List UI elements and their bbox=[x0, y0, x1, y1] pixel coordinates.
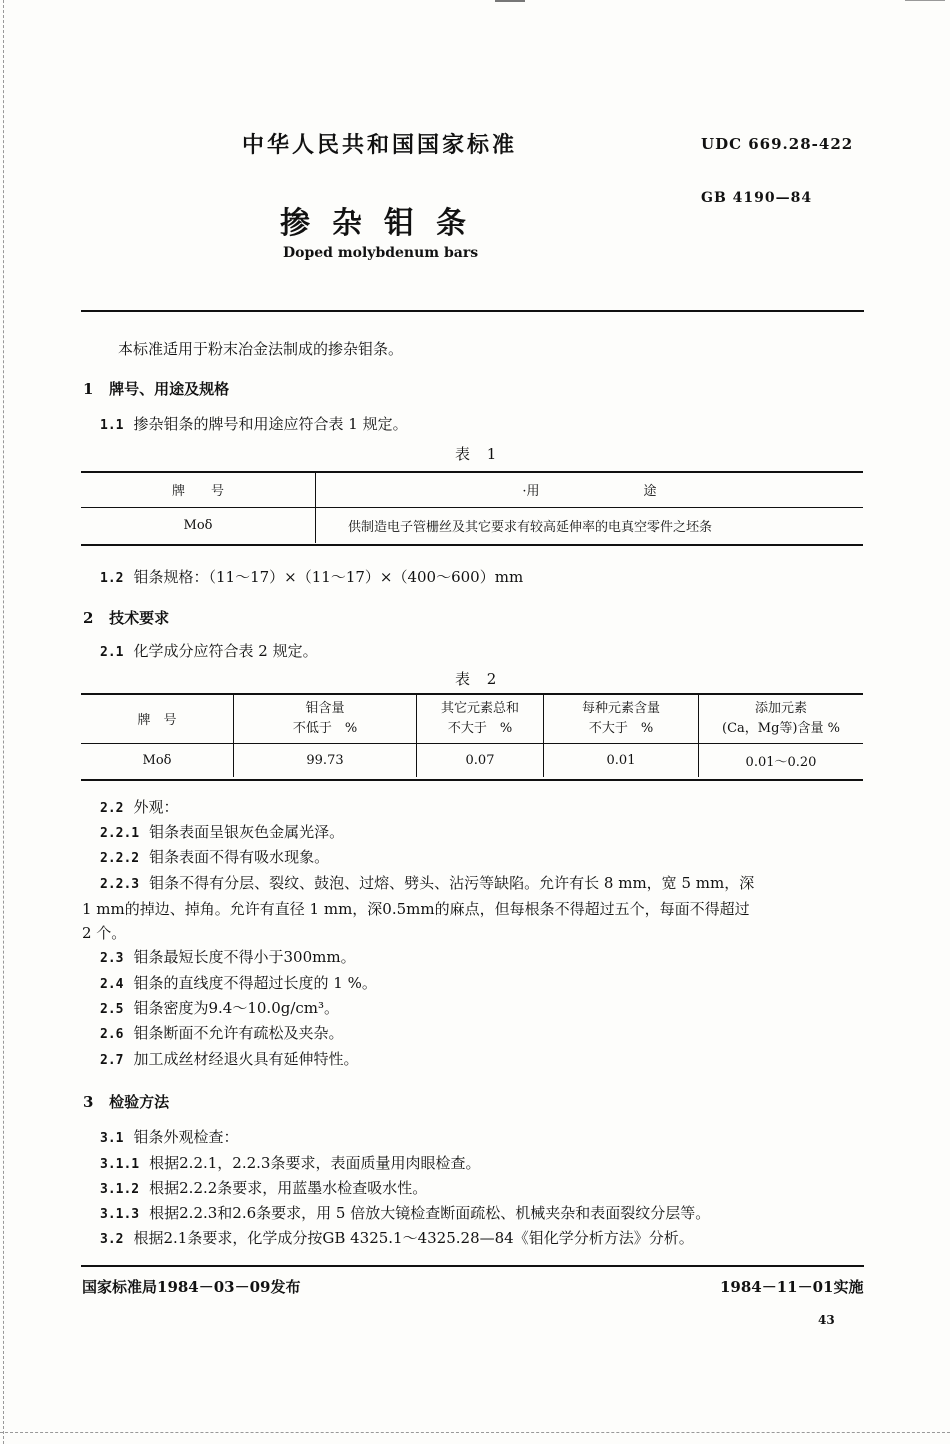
clause-number: 2.7 bbox=[100, 1053, 124, 1068]
clause-2-3 bbox=[100, 946, 356, 967]
scope-paragraph: 本标准适用于粉末冶金法制成的掺杂钼条。 bbox=[118, 340, 404, 358]
table-2-cell-mo: 99.73 bbox=[234, 743, 417, 777]
table-2-cell-grade: Moδ bbox=[81, 743, 234, 777]
section-title: 技术要求 bbox=[109, 609, 170, 627]
table-2-header-each bbox=[544, 695, 699, 743]
section-1-heading bbox=[83, 378, 229, 399]
clause-3-1-1 bbox=[100, 1152, 480, 1173]
table-2-header-other bbox=[417, 695, 544, 743]
clause-2-7 bbox=[100, 1048, 359, 1069]
clause-text: 钼条外观检查： bbox=[133, 1128, 239, 1146]
table-1-header-grade: 牌 号 bbox=[81, 473, 316, 507]
clause-number: 2.3 bbox=[100, 951, 124, 966]
clause-number: 3.1.2 bbox=[100, 1182, 140, 1197]
clause-text: 钼条表面不得有吸水现象。 bbox=[149, 848, 330, 866]
scan-edge-left bbox=[3, 0, 4, 1444]
table-2-cell-add: 0.01～0.20 bbox=[745, 754, 817, 770]
clause-text: 钼条规格：（11～17）×（11～17）×（400～600）mm bbox=[133, 568, 524, 586]
page-number: 43 bbox=[818, 1313, 835, 1327]
clause-2-2-3 bbox=[100, 872, 754, 893]
clause-2-2-1 bbox=[100, 821, 344, 842]
clause-text: 根据2.2.1，2.2.3条要求，表面质量用肉眼检查。 bbox=[149, 1154, 481, 1172]
footer-rule bbox=[81, 1265, 864, 1267]
table-2-caption: 表 2 bbox=[455, 670, 503, 688]
document-title-en: Doped molybdenum bars bbox=[283, 245, 479, 261]
gb-number: GB 4190—84 bbox=[701, 190, 813, 206]
clause-number: 2.4 bbox=[100, 977, 124, 992]
table-2-cell-other: 0.07 bbox=[417, 743, 544, 777]
table-1-bottom-rule bbox=[81, 544, 863, 546]
clause-number: 3.1.1 bbox=[100, 1157, 140, 1172]
clause-text: 根据2.2.3和2.6条要求，用 5 倍放大镜检查断面疏松、机械夹杂和表面裂纹分层等。 bbox=[149, 1204, 711, 1222]
clause-2-2-2 bbox=[100, 846, 329, 867]
header-line: 不大于 % bbox=[588, 720, 654, 736]
clause-text: 钼条表面呈银灰色金属光泽。 bbox=[149, 823, 345, 841]
table-2 bbox=[81, 695, 863, 777]
clause-number: 3.1 bbox=[100, 1131, 124, 1146]
header-line: (Ca，Mg等)含量 % bbox=[722, 720, 840, 736]
table-1 bbox=[81, 473, 863, 543]
clause-text: 根据2.2.2条要求，用蓝墨水检查吸水性。 bbox=[149, 1179, 428, 1197]
standard-org-title: 中华人民共和国国家标准 bbox=[242, 132, 518, 158]
header-line: 不大于 % bbox=[447, 720, 513, 736]
header-line: 添加元素 bbox=[754, 700, 807, 716]
issue-date: 国家标准局1984－03－09发布 bbox=[82, 1278, 301, 1296]
clause-2-4 bbox=[100, 972, 377, 993]
section-3-heading bbox=[83, 1091, 169, 1112]
clause-1-2 bbox=[100, 566, 523, 587]
table-1-cell-grade: Moδ bbox=[81, 507, 316, 543]
clause-number: 2.2.3 bbox=[100, 877, 140, 892]
clause-2-2-3-line-3: 2 个。 bbox=[82, 924, 127, 942]
clause-text: 钼条密度为9.4～10.0g/cm³。 bbox=[133, 999, 340, 1017]
clause-number: 2.2.2 bbox=[100, 851, 140, 866]
header-line: 钼含量 bbox=[305, 700, 345, 716]
clause-number: 2.6 bbox=[100, 1027, 124, 1042]
clause-text: 掺杂钼条的牌号和用途应符合表 1 规定。 bbox=[133, 415, 408, 433]
clause-2-6 bbox=[100, 1022, 344, 1043]
table-1-cell-use: 供制造电子管栅丝及其它要求有较高延伸率的电真空零件之坯条 bbox=[348, 519, 713, 535]
clause-text: 根据2.1条要求，化学成分按GB 4325.1～4325.28—84《钼化学分析方法》分析。 bbox=[133, 1229, 694, 1247]
clause-2-5 bbox=[100, 997, 339, 1018]
clause-text: 钼条断面不允许有疏松及夹杂。 bbox=[133, 1024, 344, 1042]
scan-mark-top-right bbox=[905, 0, 945, 1]
clause-2-1 bbox=[100, 640, 318, 661]
table-2-header-add bbox=[699, 695, 864, 743]
scan-mark-top bbox=[495, 0, 525, 2]
clause-3-2 bbox=[100, 1227, 694, 1248]
table-1-caption: 表 1 bbox=[455, 445, 503, 463]
clause-number: 1.2 bbox=[100, 571, 124, 586]
clause-number: 2.2.1 bbox=[100, 826, 140, 841]
clause-3-1-2 bbox=[100, 1177, 427, 1198]
clause-number: 2.5 bbox=[100, 1002, 124, 1017]
table-2-cell-each: 0.01 bbox=[544, 743, 699, 777]
clause-number: 2.2 bbox=[100, 801, 124, 816]
scan-edge-bottom bbox=[0, 1432, 950, 1433]
clause-text: 钼条最短长度不得小于300mm。 bbox=[133, 948, 356, 966]
clause-2-2-3-line-2: 1 mm的掉边、掉角。允许有直径 1 mm，深0.5mm的麻点，但每根条不得超过五个，每面不得超过 bbox=[82, 900, 750, 918]
clause-1-1 bbox=[100, 413, 408, 434]
clause-number: 3.2 bbox=[100, 1232, 124, 1247]
clause-text: 加工成丝材经退火具有延伸特性。 bbox=[133, 1050, 359, 1068]
clause-text: 钼条的直线度不得超过长度的 1 %。 bbox=[133, 974, 377, 992]
clause-3-1-3 bbox=[100, 1202, 710, 1223]
section-number: 3 bbox=[83, 1093, 94, 1111]
effective-date: 1984－11－01实施 bbox=[720, 1278, 864, 1296]
section-title: 牌号、用途及规格 bbox=[109, 380, 230, 398]
table-2-header-grade: 牌 号 bbox=[81, 695, 234, 743]
document-title-cn: 掺杂钼条 bbox=[280, 206, 488, 241]
clause-text: 外观： bbox=[133, 798, 179, 816]
clause-text-line: 钼条不得有分层、裂纹、鼓泡、过熔、劈头、沾污等缺陷。允许有长 8 mm，宽 5 mm，深 bbox=[149, 874, 755, 892]
table-2-header-mo bbox=[234, 695, 417, 743]
table-2-bottom-rule bbox=[81, 779, 863, 781]
clause-text: 化学成分应符合表 2 规定。 bbox=[133, 642, 318, 660]
header-line: 其它元素总和 bbox=[440, 700, 519, 716]
clause-number: 3.1.3 bbox=[100, 1207, 140, 1222]
header-line: 不低于 % bbox=[292, 720, 358, 736]
clause-2-2 bbox=[100, 796, 179, 817]
clause-3-1 bbox=[100, 1126, 239, 1147]
section-number: 1 bbox=[83, 380, 94, 398]
header-line: 每种元素含量 bbox=[581, 700, 660, 716]
section-number: 2 bbox=[83, 609, 94, 627]
clause-number: 1.1 bbox=[100, 418, 124, 433]
section-title: 检验方法 bbox=[109, 1093, 170, 1111]
section-2-heading bbox=[83, 607, 169, 628]
header-rule bbox=[81, 310, 864, 312]
udc-code: UDC 669.28-422 bbox=[701, 135, 854, 153]
table-1-header-use: ·用 途 bbox=[316, 473, 864, 507]
clause-number: 2.1 bbox=[100, 645, 124, 660]
